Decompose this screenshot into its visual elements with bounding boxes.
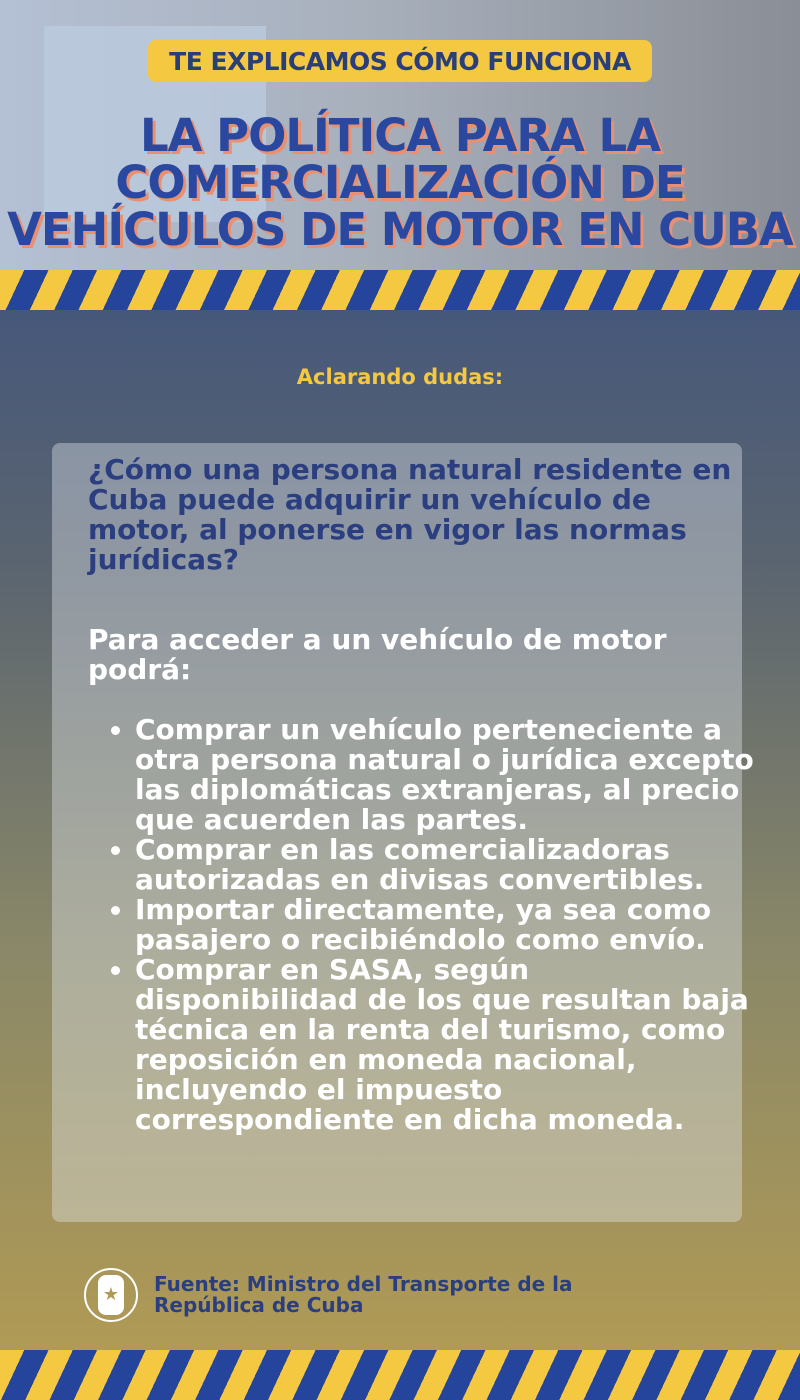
list-item: • Comprar un vehículo perteneciente a otra persona natural o jurídica excepto las diplomáticas extranjeras, al precio que acuerden las partes. bbox=[135, 715, 755, 835]
title-line: LA POLÍTICA PARA LA bbox=[139, 109, 661, 162]
header bbox=[0, 0, 800, 272]
source-text: Fuente: Ministro del Transporte de la República de Cuba bbox=[154, 1272, 573, 1317]
header-tag: TE EXPLICAMOS CÓMO FUNCIONA bbox=[148, 40, 652, 82]
bottom-stripes bbox=[0, 1350, 800, 1400]
title-line: COMERCIALIZACIÓN DE bbox=[115, 156, 685, 209]
source bbox=[84, 1268, 634, 1322]
ministry-logo-icon: ★ bbox=[84, 1268, 138, 1322]
list-item: • Importar directamente, ya sea como pasajero o recibiéndolo como envío. bbox=[135, 895, 755, 955]
subtitle: Aclarando dudas: bbox=[296, 365, 504, 389]
title-line: VEHÍCULOS DE MOTOR EN CUBA bbox=[7, 203, 793, 256]
page-title bbox=[0, 109, 800, 256]
question: ¿Cómo una persona natural residente en Cuba puede adquirir un vehículo de motor, al ponerse en vigor las normas jurídicas? bbox=[88, 453, 732, 576]
list-item: • Comprar en las comercializadoras autorizadas en divisas convertibles. bbox=[135, 835, 755, 895]
top-stripes bbox=[0, 270, 800, 310]
intro-text: Para acceder a un vehículo de motor podrá: bbox=[88, 623, 667, 686]
list-item: • Comprar en SASA, según disponibilidad de los que resultan baja técnica en la renta del turismo, como reposición en moneda nacional, incluyendo el impuesto correspondiente en dicha moneda. bbox=[135, 955, 755, 1135]
options-list bbox=[105, 715, 755, 1135]
